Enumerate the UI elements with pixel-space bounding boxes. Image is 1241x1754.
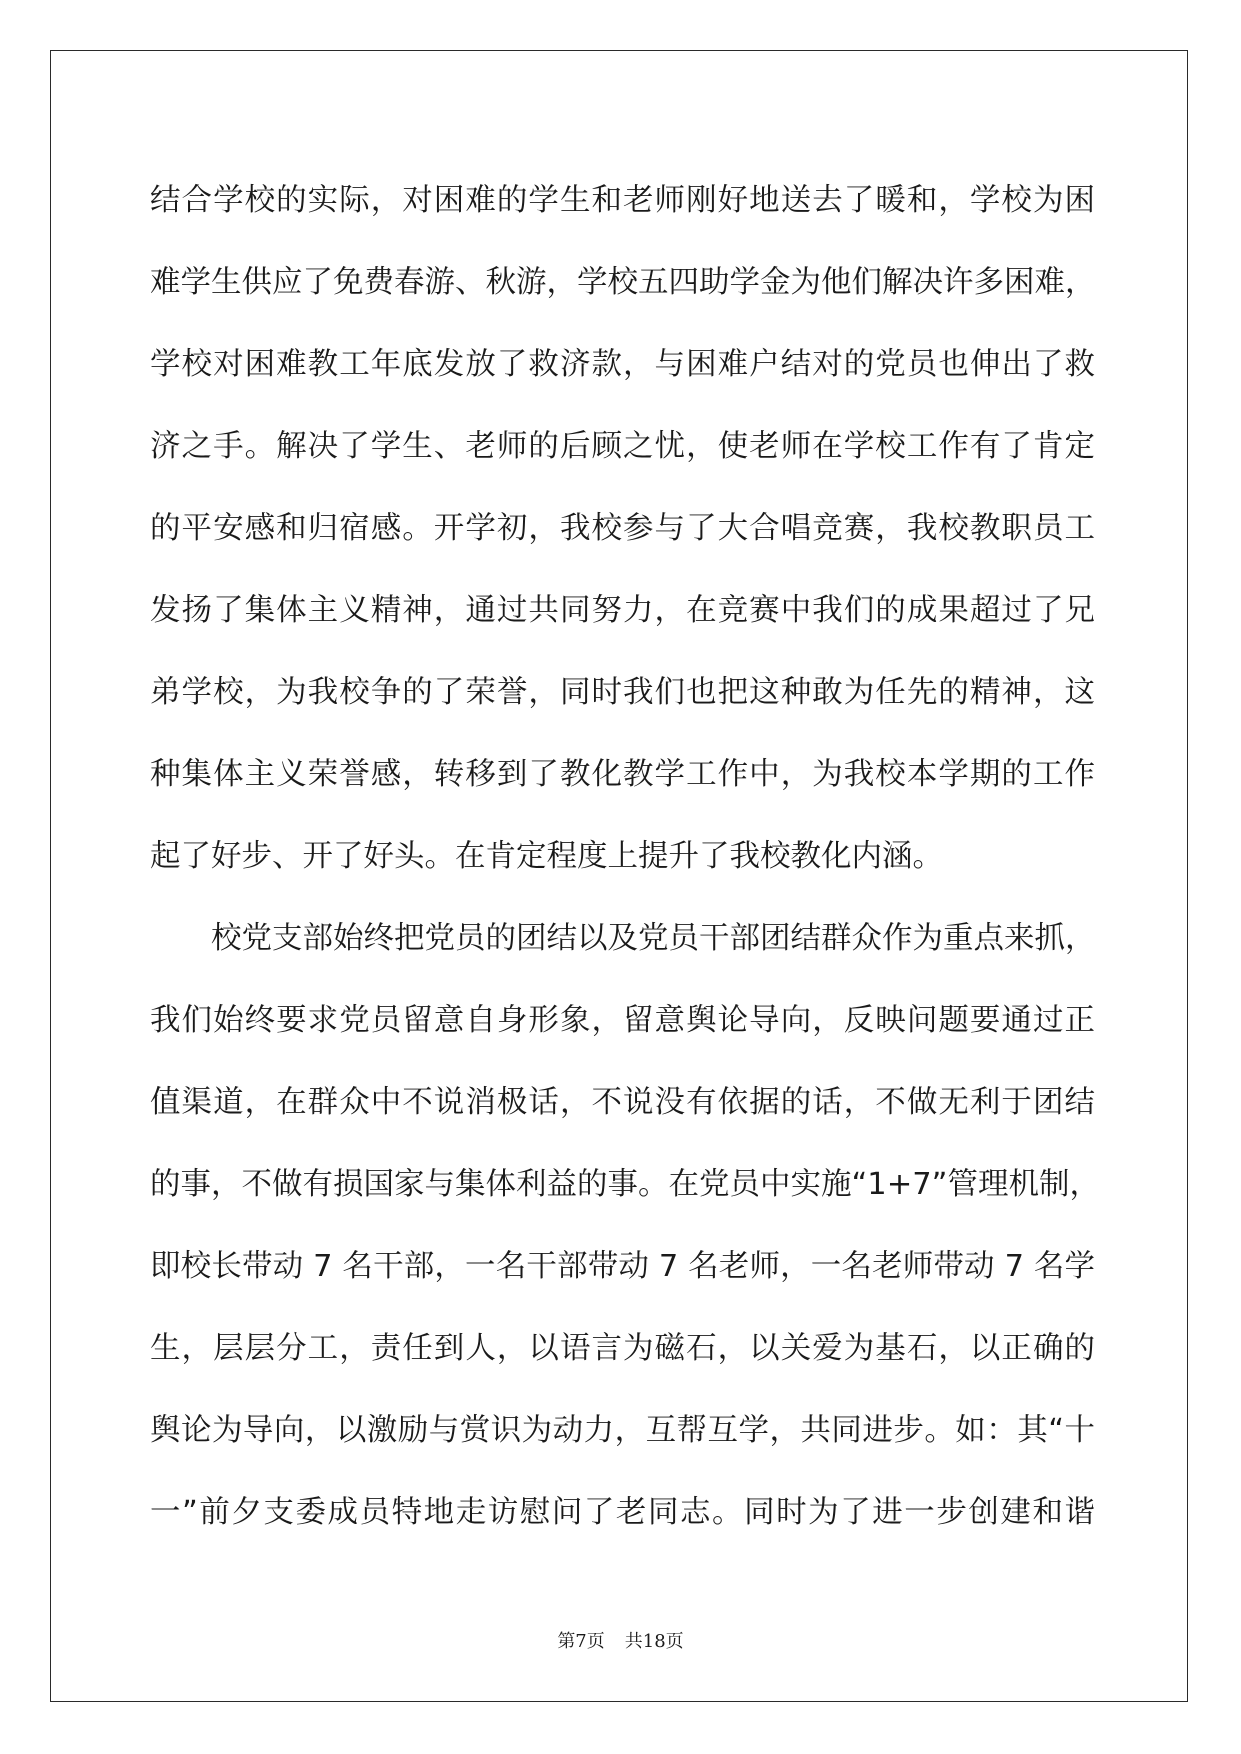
text-line: 值渠道，在群众中不说消极话，不说没有依据的话，不做无利于团结 (150, 1085, 1095, 1120)
text-line: 校党支部始终把党员的团结以及党员干部团结群众作为重点来抓， (211, 921, 1096, 956)
text-line: 生，层层分工，责任到人，以语言为磁石，以关爱为基石，以正确的 (150, 1331, 1095, 1366)
text-line: 舆论为导向，以激励与赏识为动力，互帮互学，共同进步。如：其“十 (150, 1413, 1095, 1448)
text-line: 的事，不做有损国家与集体利益的事。在党员中实施“1+7”管理机制， (150, 1167, 1100, 1202)
page-footer (0, 1627, 1241, 1653)
text-line: 济之手。解决了学生、老师的后顾之忧，使老师在学校工作有了肯定 (150, 429, 1095, 464)
text-line: 即校长带动 7 名干部，一名干部带动 7 名老师，一名老师带动 7 名学 (150, 1249, 1095, 1284)
text-line: 学校对困难教工年底发放了救济款，与困难户结对的党员也伸出了救 (150, 347, 1095, 382)
text-line: 种集体主义荣誉感，转移到了教化教学工作中，为我校本学期的工作 (150, 757, 1095, 792)
text-line: 弟学校，为我校争的了荣誉，同时我们也把这种敢为任先的精神，这 (150, 675, 1095, 710)
text-line: 起了好步、开了好头。在肯定程度上提升了我校教化内涵。 (150, 839, 943, 874)
page-number: 第7页 (557, 1631, 605, 1652)
text-line: 一”前夕支委成员特地走访慰问了老同志。同时为了进一步创建和谐 (150, 1495, 1095, 1530)
page-total: 共18页 (624, 1631, 684, 1652)
text-line: 结合学校的实际，对困难的学生和老师刚好地送去了暖和，学校为困 (150, 183, 1095, 218)
text-line: 的平安感和归宿感。开学初，我校参与了大合唱竞赛，我校教职员工 (150, 511, 1095, 546)
text-line: 发扬了集体主义精神，通过共同努力，在竞赛中我们的成果超过了兄 (150, 593, 1095, 628)
text-line: 难学生供应了免费春游、秋游，学校五四助学金为他们解决许多困难， (150, 265, 1096, 300)
document-body (150, 160, 1100, 1554)
text-line: 我们始终要求党员留意自身形象，留意舆论导向，反映问题要通过正 (150, 1003, 1095, 1038)
